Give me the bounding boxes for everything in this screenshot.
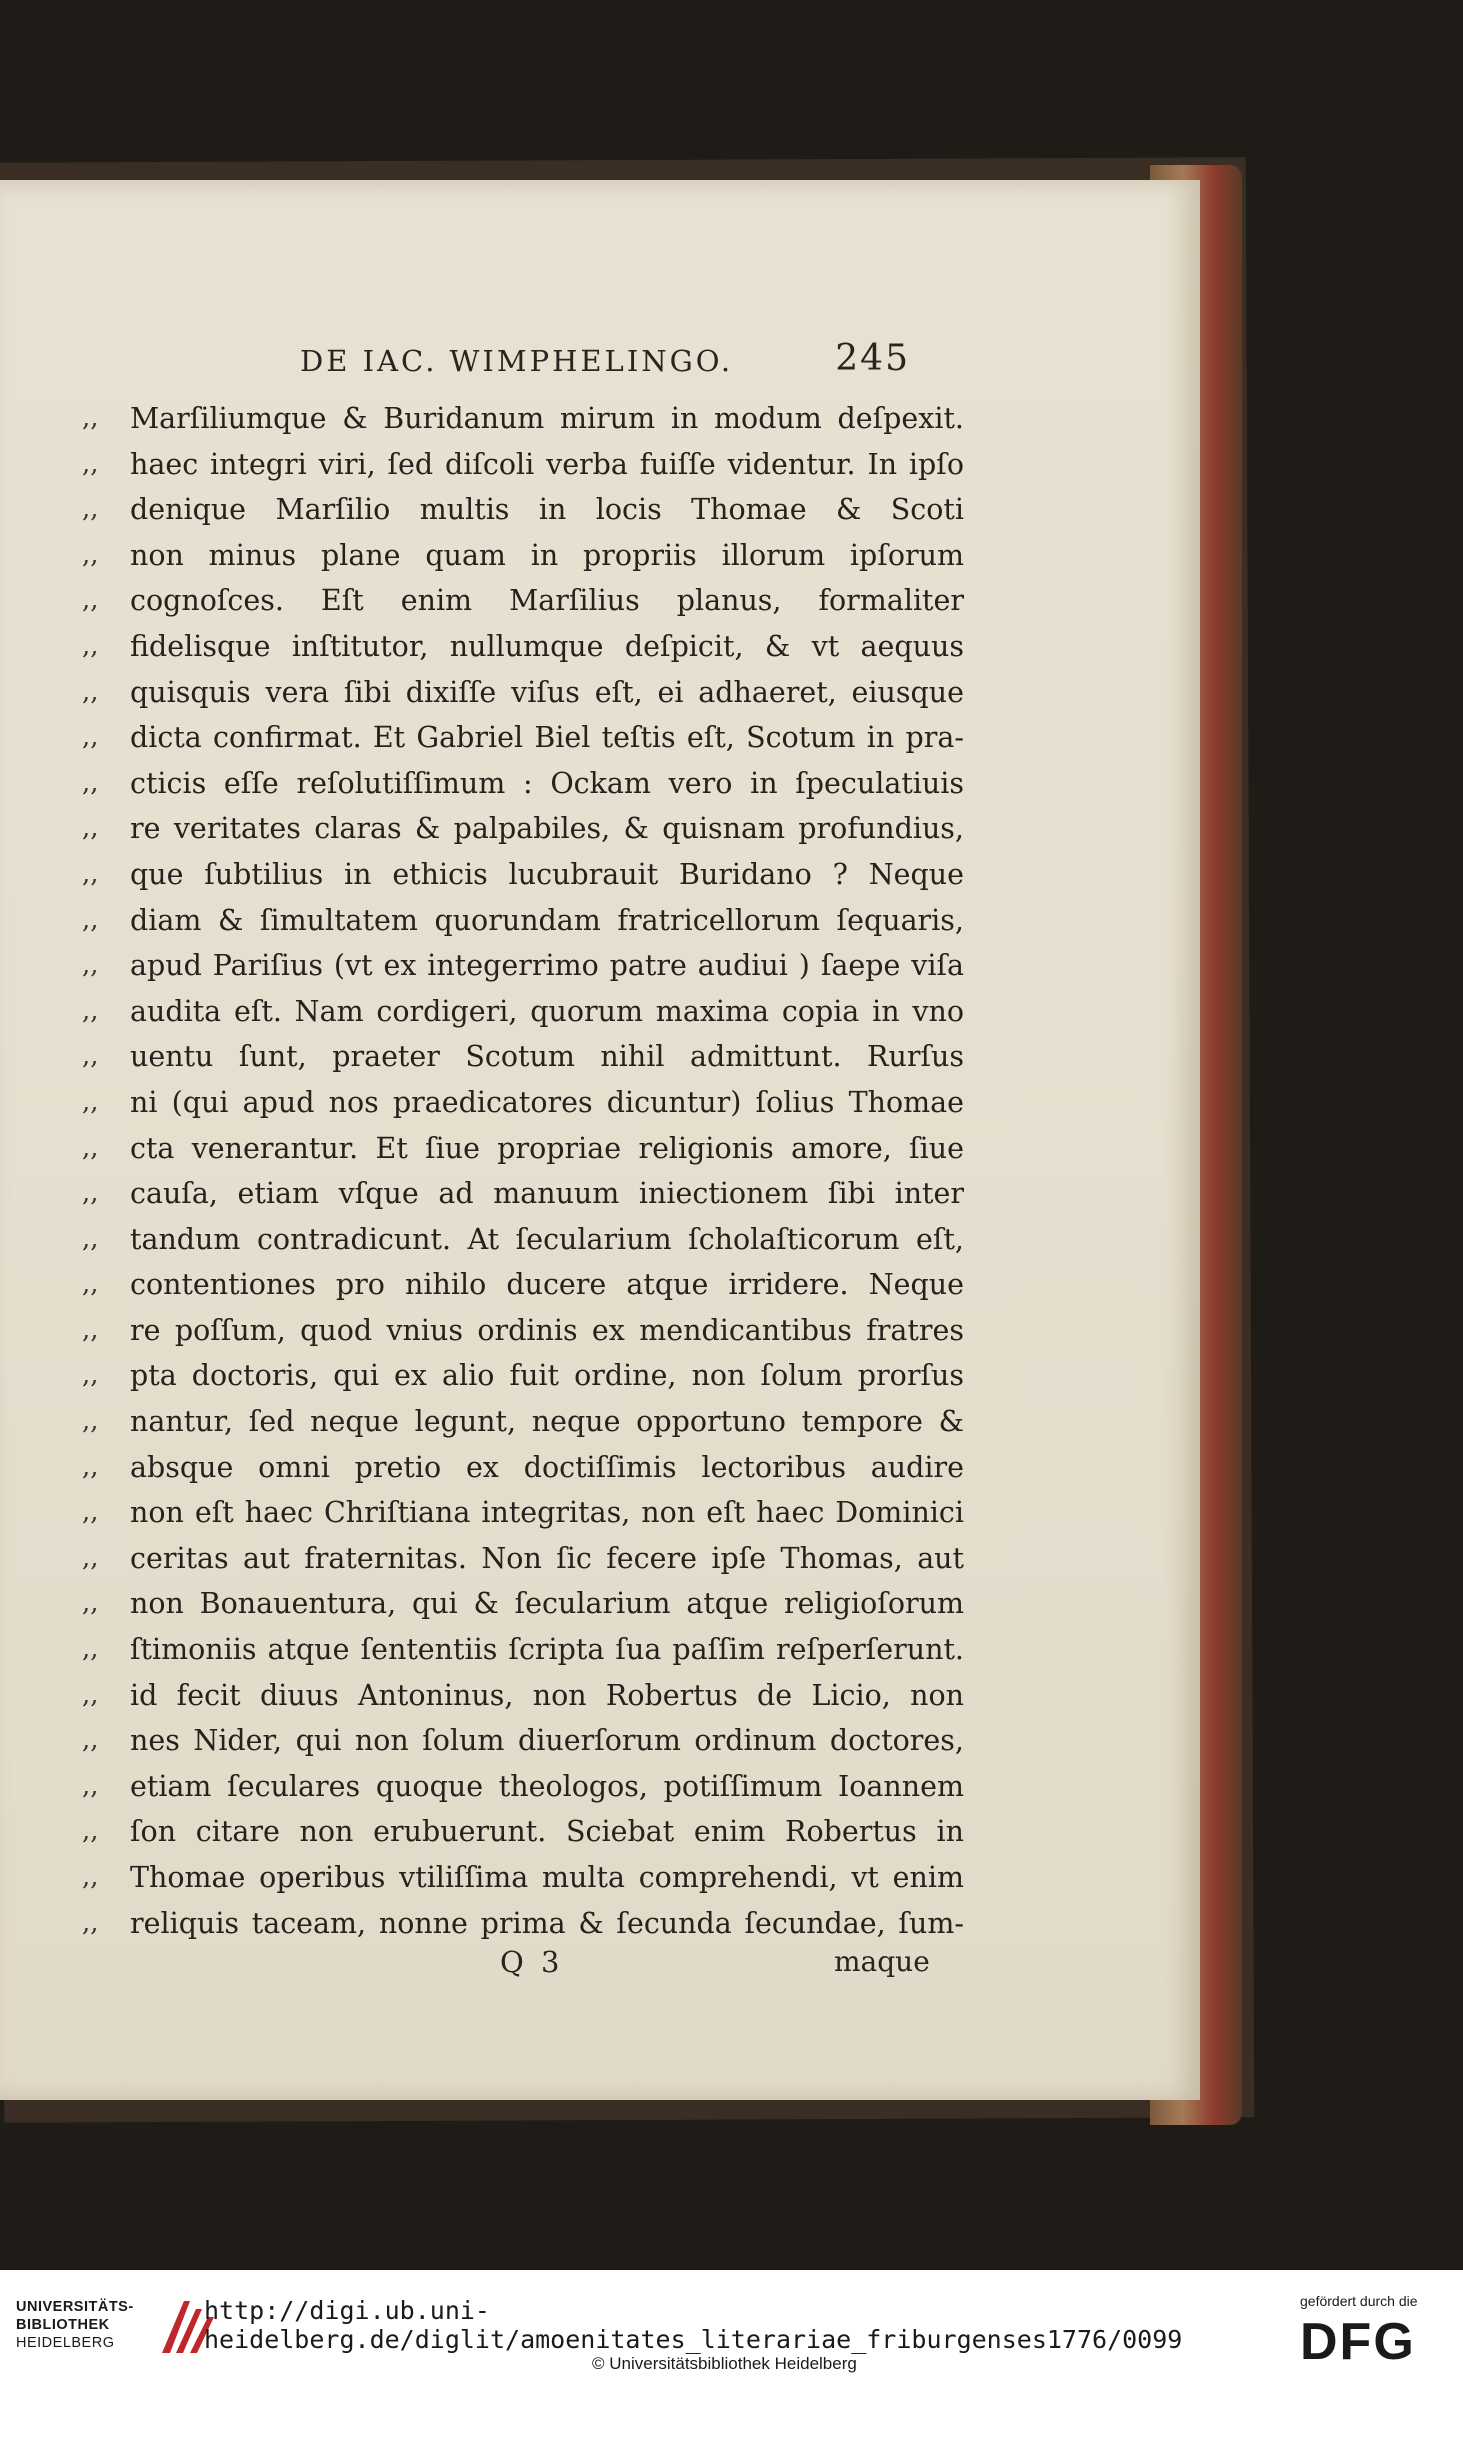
quotation-mark: ,, <box>82 813 99 844</box>
line-text: ſtimoniis atque ſententiis ſcripta ſua paſſim reſperſerunt. <box>130 1633 964 1667</box>
quotation-mark: ,, <box>82 722 99 753</box>
text-line <box>82 1126 964 1172</box>
text-line <box>82 1034 964 1080</box>
line-text: audita eſt. Nam cordigeri, quorum maxima copia in vno <box>130 994 964 1028</box>
dfg-logo[interactable]: DFG <box>1300 2313 1416 2371</box>
quotation-mark: ,, <box>82 995 99 1026</box>
quotation-mark: ,, <box>82 1725 99 1756</box>
line-text: nantur, ſed neque legunt, neque opportuno tempore & <box>130 1405 964 1439</box>
quotation-mark: ,, <box>82 904 99 935</box>
line-text: Marſiliumque & Buridanum mirum in modum deſpexit. <box>130 402 964 435</box>
text-line <box>82 624 964 670</box>
copyright-notice: © Universitätsbibliothek Heidelberg <box>592 2354 857 2373</box>
quotation-mark: ,, <box>82 1634 99 1665</box>
text-line <box>82 533 964 579</box>
quotation-mark: ,, <box>82 1269 99 1300</box>
library-name-line2: BIBLIOTHEK <box>16 2317 110 2333</box>
line-text: que ſubtilius in ethicis lucubrauit Buridano ? Neque <box>130 857 964 891</box>
text-line <box>82 1718 964 1764</box>
text-line <box>82 1308 964 1354</box>
text-line <box>82 943 964 989</box>
permalink-url[interactable]: http://digi.ub.uni-heidelberg.de/diglit/amoenitates_literariae_friburgenses1776/0099 <box>204 2296 1183 2354</box>
text-line <box>82 761 964 807</box>
line-text: cta venerantur. Et ſiue propriae religionis amore, ſiue <box>130 1131 964 1165</box>
quotation-mark: ,, <box>82 494 99 525</box>
quotation-mark: ,, <box>82 1178 99 1209</box>
quotation-mark: ,, <box>82 403 99 433</box>
line-text: haec integri viri, ſed diſcoli verba fuiſſe videntur. In ipſo <box>130 447 964 481</box>
line-text: cognoſces. Eſt enim Marſilius planus, formaliter <box>130 584 964 618</box>
text-line <box>82 715 964 761</box>
quotation-mark: ,, <box>82 1360 99 1391</box>
text-line <box>82 1353 964 1399</box>
library-name-line1: UNIVERSITÄTS- <box>16 2299 134 2315</box>
quotation-mark: ,, <box>82 1497 99 1528</box>
text-line <box>82 898 964 944</box>
line-text: absque omni pretio ex doctiſſimis lectoribus audire <box>130 1450 964 1484</box>
text-line <box>82 852 964 898</box>
text-line <box>82 1262 964 1308</box>
line-text: pta doctoris, qui ex alio fuit ordine, non ſolum prorſus <box>130 1359 964 1393</box>
quotation-mark: ,, <box>82 1862 99 1892</box>
text-body <box>82 396 964 1946</box>
quotation-mark: ,, <box>82 1542 99 1573</box>
line-text: Thomae operibus vtiliſſima multa comprehendi, vt enim <box>130 1861 964 1894</box>
line-text: ceritas aut fraternitas. Non ſic fecere ipſe Thomas, aut <box>130 1541 964 1575</box>
line-text: ni (qui apud nos praedicatores dicuntur) ſolius Thomae <box>130 1085 964 1119</box>
text-line <box>82 1673 964 1719</box>
line-text: id fecit diuus Antoninus, non Robertus de Licio, non <box>130 1678 964 1712</box>
quotation-mark: ,, <box>82 1588 99 1619</box>
line-text: reliquis taceam, nonne prima & ſecunda ſecundae, ſum- <box>130 1906 964 1940</box>
text-line <box>82 1399 964 1445</box>
library-name-line3: HEIDELBERG <box>16 2335 115 2351</box>
line-text: diam & ſimultatem quorundam fratricellorum ſequaris, <box>130 903 964 937</box>
text-line <box>82 1536 964 1582</box>
text-line <box>82 1809 964 1855</box>
line-text: dicta confirmat. Et Gabriel Biel teſtis eſt, Scotum in pra- <box>130 721 964 755</box>
printer-signature: Q 3 <box>500 1945 564 1979</box>
quotation-mark: ,, <box>82 1907 99 1938</box>
text-line <box>82 989 964 1035</box>
line-text: ſon citare non erubuerunt. Sciebat enim Robertus in <box>130 1815 964 1849</box>
line-text: re veritates claras & palpabiles, & quisnam profundius, <box>130 812 964 846</box>
quotation-mark: ,, <box>82 539 99 570</box>
text-line <box>82 1627 964 1673</box>
dfg-caption: gefördert durch die <box>1300 2293 1418 2309</box>
line-text: denique Marſilio multis in locis Thomae & Scoti <box>130 493 964 527</box>
line-text: non Bonauentura, qui & ſecularium atque religioſorum <box>130 1587 964 1621</box>
line-text: apud Pariſius (vt ex integerrimo patre audiui ) ſaepe viſa <box>130 949 964 983</box>
page-number: 245 <box>835 338 910 379</box>
text-line <box>82 1764 964 1810</box>
text-line <box>82 1080 964 1126</box>
quotation-mark: ,, <box>82 950 99 981</box>
quotation-mark: ,, <box>82 676 99 707</box>
quotation-mark: ,, <box>82 1314 99 1345</box>
text-line <box>82 487 964 533</box>
text-line <box>82 396 964 442</box>
text-line <box>82 1490 964 1536</box>
line-text: non eſt haec Chriſtiana integritas, non eſt haec Dominici <box>130 1496 964 1530</box>
line-text: contentiones pro nihilo ducere atque irridere. Neque <box>130 1268 964 1302</box>
line-text: etiam ſeculares quoque theologos, potiſſimum Ioannem <box>130 1769 964 1803</box>
running-head <box>300 338 910 388</box>
line-text: quisquis vera ſibi dixiſſe viſus eſt, ei adhaeret, eiusque <box>130 675 964 709</box>
text-line <box>82 1445 964 1491</box>
quotation-mark: ,, <box>82 1816 99 1847</box>
quotation-mark: ,, <box>82 1770 99 1801</box>
line-text: nes Nider, qui non ſolum diuerſorum ordinum doctores, <box>130 1724 964 1758</box>
text-line <box>82 1581 964 1627</box>
quotation-mark: ,, <box>82 1223 99 1254</box>
line-text: uentu ſunt, praeter Scotum nihil admittunt. Rurſus <box>130 1040 964 1074</box>
line-text: cticis eſſe reſolutiſſimum : Ockam vero in ſpeculatiuis <box>130 766 964 800</box>
quotation-mark: ,, <box>82 1679 99 1710</box>
quotation-mark: ,, <box>82 858 99 889</box>
text-line <box>82 670 964 716</box>
quotation-mark: ,, <box>82 1041 99 1072</box>
quotation-mark: ,, <box>82 1451 99 1482</box>
quotation-mark: ,, <box>82 1086 99 1117</box>
text-line <box>82 1171 964 1217</box>
text-line <box>82 806 964 852</box>
line-text: cauſa, etiam vſque ad manuum iniectionem ſibi inter <box>130 1177 964 1211</box>
running-head-title: DE IAC. WIMPHELINGO. <box>300 344 734 378</box>
text-line <box>82 1855 964 1901</box>
line-text: non minus plane quam in propriis illorum ipſorum <box>130 538 964 572</box>
line-text: tandum contradicunt. At ſecularium ſcholaſticorum eſt, <box>130 1222 964 1256</box>
catchword: maque <box>834 1945 930 1978</box>
quotation-mark: ,, <box>82 585 99 616</box>
library-logo[interactable] <box>16 2295 206 2365</box>
line-text: fidelisque inſtitutor, nullumque deſpicit, & vt aequus <box>130 629 964 663</box>
text-line <box>82 1217 964 1263</box>
quotation-mark: ,, <box>82 1406 99 1437</box>
text-line <box>82 442 964 488</box>
line-text: re poſſum, quod vnius ordinis ex mendicantibus fratres <box>130 1313 964 1347</box>
quotation-mark: ,, <box>82 1132 99 1163</box>
quotation-mark: ,, <box>82 767 99 798</box>
quotation-mark: ,, <box>82 448 99 479</box>
quotation-mark: ,, <box>82 630 99 661</box>
text-line <box>82 1901 964 1947</box>
text-line <box>82 578 964 624</box>
